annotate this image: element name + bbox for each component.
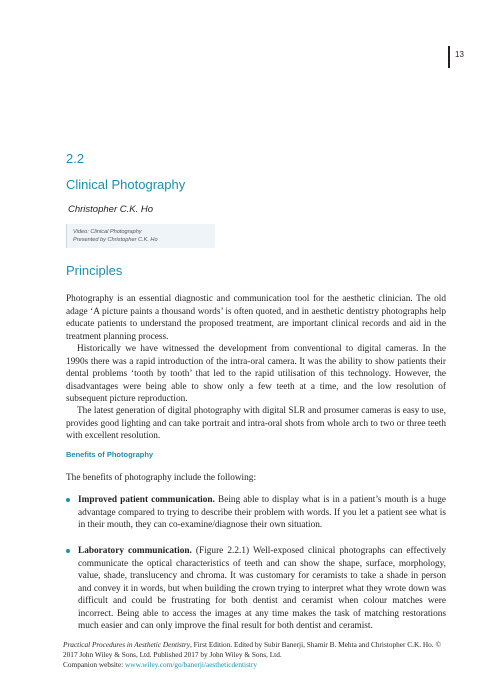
list-item-title: Laboratory communication. bbox=[78, 546, 192, 556]
video-link-box[interactable] bbox=[66, 224, 215, 248]
list-item-title: Improved patient communication. bbox=[78, 495, 215, 505]
list-item-body: (Figure 2.2.1) Well-exposed clinical photographs can effectively communicate the optical characteristics of teeth and can show the shape, surface, morphology, value, shade, translucency and chroma. It was customary for ceramists to take a shade in person and convey it in words, but when building the crown trying to interpret what they wrote down was difficult and could be frustrating for both dentist and ceramist when colour matches were incorrect. Being able to access the images at any time makes the task of matching restorations much easier and can only improve the final result for both dentist and ceramist. bbox=[78, 546, 447, 631]
companion-website-link[interactable]: www.wiley.com/go/banerji/aestheticdentistry bbox=[125, 660, 258, 669]
paragraph-1: Photography is an essential diagnostic and communication tool for the aesthetic clinician. The old adage ‘A picture paints a thousand words’ is often quoted, and in aesthetic dentistry photographs help educate patients to understand the proposed treatment, are important clinical records and aid in the treatment planning process. bbox=[66, 294, 446, 342]
paragraph-3: The latest generation of digital photography with digital SLR and prosumer cameras is easy to use, provides good lighting and can take portrait and intra-oral shots from whole arch to two or three teeth with excellent resolution. bbox=[66, 406, 446, 441]
chapter-author: Christopher C.K. Ho bbox=[68, 204, 154, 215]
companion-label: Companion website: bbox=[63, 660, 126, 669]
video-presenter: Presented by Christopher C.K. Ho bbox=[73, 237, 158, 243]
bullet-icon bbox=[66, 498, 70, 502]
list-item-body: Being able to display what is in a patient’s mouth is a huge advantage compared to trying to describe their problem with words. If you let a patient see what is in their mouth, they can co-examine/diagnose their own situation. bbox=[78, 495, 446, 530]
list-item-text bbox=[78, 545, 446, 633]
page-number: 13 bbox=[455, 50, 464, 59]
list-item bbox=[66, 494, 446, 532]
chapter-number: 2.2 bbox=[66, 151, 85, 166]
section-heading: Principles bbox=[66, 263, 123, 278]
video-title: Video: Clinical Photography bbox=[73, 229, 142, 235]
footer-citation bbox=[63, 640, 448, 670]
list-item-text bbox=[78, 494, 446, 532]
citation-text: , First Edition. Edited by Subir Banerji, Shamir B. Mehta and Christopher C.K. Ho. © 2017 John Wiley & Sons, Ltd. Published 2017 by John Wiley & Sons, Ltd. bbox=[63, 640, 441, 659]
benefits-intro: The benefits of photography include the following: bbox=[66, 473, 257, 483]
benefits-heading: Benefits of Photography bbox=[66, 450, 154, 459]
bullet-icon bbox=[66, 549, 70, 553]
book-title: Practical Procedures in Aesthetic Dentistry bbox=[63, 640, 190, 649]
chapter-title: Clinical Photography bbox=[66, 177, 186, 192]
paragraph-2: Historically we have witnessed the development from conventional to digital cameras. In the 1990s there was a rapid introduction of the intra-oral camera. It was the ability to show patients their dental problems ‘tooth by tooth’ that led to the rapid utilisation of this technology. However, the disadvantages were being able to show only a few teeth at a time, and the low resolution of subsequent picture reproduction. bbox=[66, 344, 446, 404]
page-number-rule bbox=[448, 46, 450, 68]
list-item bbox=[66, 545, 446, 633]
